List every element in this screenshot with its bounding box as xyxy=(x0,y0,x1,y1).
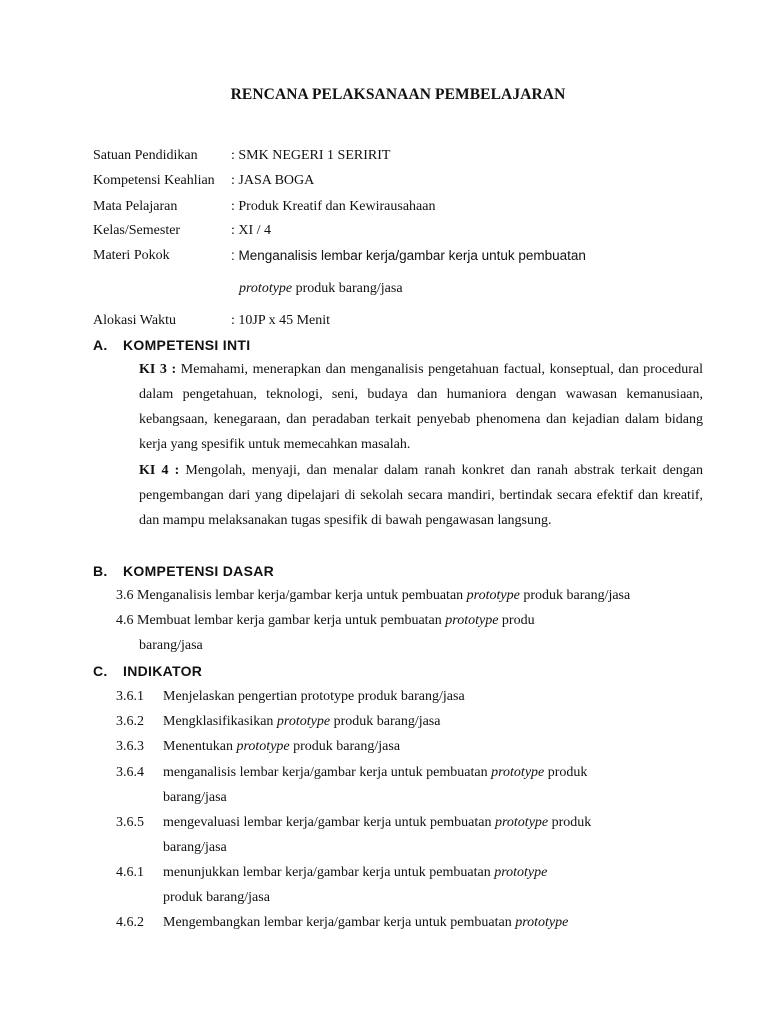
i2-post: produk barang/jasa xyxy=(330,714,441,729)
indikator-text xyxy=(163,915,568,931)
kd1-post: produk barang/jasa xyxy=(519,588,631,603)
materi-rest: produk barang/jasa xyxy=(292,281,403,296)
i6-pre: menunjukkan lembar kerja/gambar kerja untuk pembuatan xyxy=(163,865,495,880)
satuan-value: : SMK NEGERI 1 SERIRIT xyxy=(231,148,391,163)
i3-post: produk barang/jasa xyxy=(289,739,401,754)
indikator-num: 3.6.3 xyxy=(116,739,144,754)
section-a-heading xyxy=(93,337,250,353)
indikator-num: 3.6.1 xyxy=(116,689,144,704)
i4-italic: prototype xyxy=(491,765,545,780)
i7-italic: prototype xyxy=(515,915,569,930)
kd2-italic: prototype xyxy=(445,613,499,628)
kelas-label: Kelas/Semester xyxy=(93,223,181,238)
section-c-letter: C. xyxy=(93,663,108,679)
i5-italic: prototype xyxy=(494,815,549,830)
ki4-paragraph xyxy=(139,458,703,533)
mapel-label: Mata Pelajaran xyxy=(93,199,178,214)
materi-value: : Menganalisis lembar kerja/gambar kerja untuk pembuatan xyxy=(231,248,586,263)
i4-post: produk xyxy=(544,765,588,780)
kelas-value: : XI / 4 xyxy=(231,223,272,238)
indikator-text-cont: barang/jasa xyxy=(163,790,227,805)
indikator-text xyxy=(163,739,400,755)
i6-italic: prototype xyxy=(494,865,548,880)
indikator-text xyxy=(163,714,440,730)
i4-pre: menganalisis lembar kerja/gambar kerja untuk pembuatan xyxy=(163,765,492,780)
materi-label: Materi Pokok xyxy=(93,248,170,263)
i7-pre: Mengembangkan lembar kerja/gambar kerja untuk pembuatan xyxy=(163,915,516,930)
indikator-num: 3.6.5 xyxy=(116,815,144,830)
kd-4-6 xyxy=(116,613,535,629)
section-c-title: INDIKATOR xyxy=(123,663,203,679)
ki4-text: Mengolah, menyaji, dan menalar dalam ranah konkret dan ranah abstrak terkait dengan pengembangan dari yang dipelajari di sekolah secara mandiri, bertindak secara efektif dan kreatif, dan mampu melaksanakan tugas spesifik di bawah pengawasan langsung. xyxy=(139,463,703,528)
kd1-pre: 3.6 Menganalisis lembar kerja/gambar kerja untuk pembuatan xyxy=(116,588,467,603)
indikator-text: Menjelaskan pengertian prototype produk barang/jasa xyxy=(163,689,465,704)
indikator-num: 3.6.2 xyxy=(116,714,144,729)
i2-italic: prototype xyxy=(276,714,331,729)
section-c-heading xyxy=(93,663,202,679)
kompetensi-label: Kompetensi Keahlian xyxy=(93,173,215,188)
indikator-num: 4.6.1 xyxy=(116,865,144,880)
indikator-text xyxy=(163,815,591,831)
ki4-label: KI 4 : xyxy=(139,463,180,478)
kd-3-6 xyxy=(116,588,630,604)
kd-4-6-cont: barang/jasa xyxy=(139,638,203,653)
materi-value-cont xyxy=(239,281,403,297)
i2-pre: Mengklasifikasikan xyxy=(163,714,277,729)
ki3-label: KI 3 : xyxy=(139,362,177,377)
indikator-text xyxy=(163,865,547,881)
indikator-num: 3.6.4 xyxy=(116,765,144,780)
section-b-heading xyxy=(93,563,274,579)
i5-pre: mengevaluasi lembar kerja/gambar kerja untuk pembuatan xyxy=(163,815,495,830)
document-title: RENCANA PELAKSANAAN PEMBELAJARAN xyxy=(230,86,566,103)
materi-italic: prototype xyxy=(239,281,293,296)
section-b-letter: B. xyxy=(93,563,108,579)
section-a-letter: A. xyxy=(93,337,108,353)
mapel-value: : Produk Kreatif dan Kewirausahaan xyxy=(231,199,436,214)
indikator-text-cont: produk barang/jasa xyxy=(163,890,270,905)
i3-pre: Menentukan xyxy=(163,739,237,754)
indikator-text xyxy=(163,765,587,781)
satuan-label: Satuan Pendidikan xyxy=(93,148,198,163)
alokasi-label: Alokasi Waktu xyxy=(93,313,176,328)
kd2-pre: 4.6 Membuat lembar kerja gambar kerja untuk pembuatan xyxy=(116,613,446,628)
ki3-paragraph xyxy=(139,357,703,457)
i5-post: produk xyxy=(548,815,592,830)
i3-italic: prototype xyxy=(236,739,290,754)
kd2-post: produ xyxy=(498,613,535,628)
kd1-italic: prototype xyxy=(466,588,520,603)
ki3-text: Memahami, menerapkan dan menganalisis pengetahuan factual, konseptual, dan procedural dalam pengetahuan, teknologi, seni, budaya dan humaniora dengan wawasan kemanusiaan, kebangsaan, kenegaraan, dan peradaban terkait penyebab phenomena dan kejadian dalam bidang kerja yang spesifik untuk memecahkan masalah. xyxy=(139,362,704,452)
indikator-text-cont: barang/jasa xyxy=(163,840,227,855)
kompetensi-value: : JASA BOGA xyxy=(231,173,315,188)
section-b-title: KOMPETENSI DASAR xyxy=(123,563,275,579)
indikator-num: 4.6.2 xyxy=(116,915,144,930)
section-a-title: KOMPETENSI INTI xyxy=(123,337,251,353)
alokasi-value: : 10JP x 45 Menit xyxy=(231,313,331,328)
